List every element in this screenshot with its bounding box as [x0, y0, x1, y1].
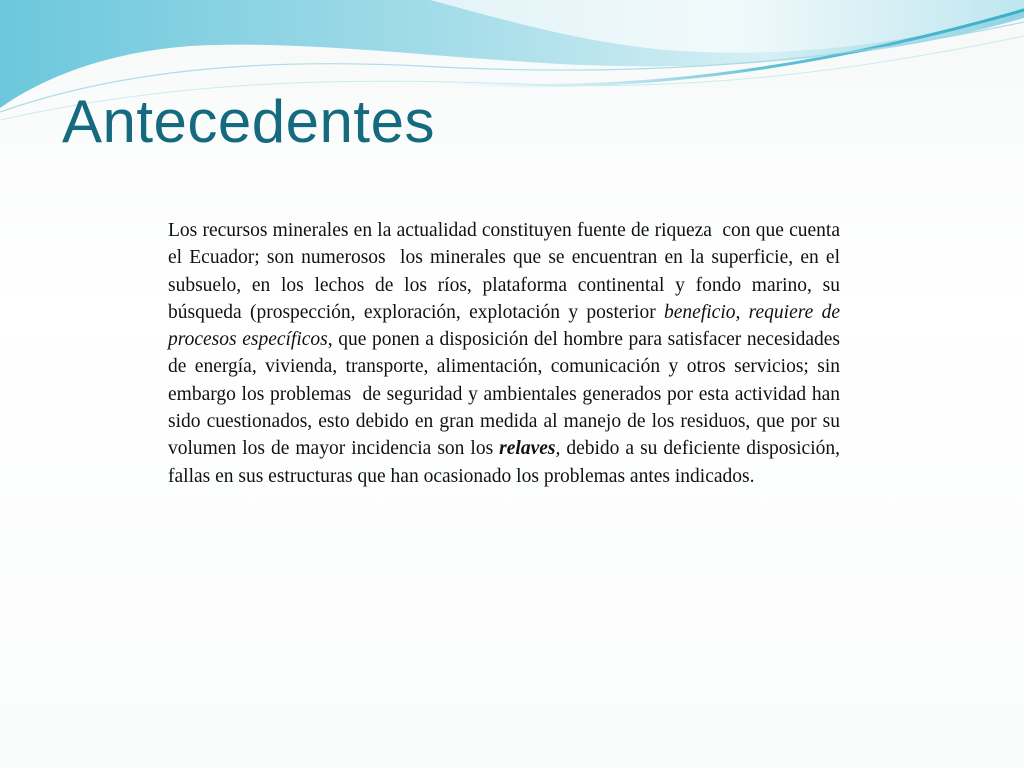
slide-title: Antecedentes [62, 88, 435, 155]
body-paragraph [168, 217, 845, 490]
body-text-part1: Los recursos minerales en la actualidad constituyen fuente de riqueza con que cuenta el Ecuador; son numerosos los minerales que se encuentran en la superficie, en el subsuelo, en los lechos de los ríos, plataforma continental y fondo marino, su búsqueda (prospección, exploración, explotación y posterior [168, 220, 845, 323]
body-text-part3: debido a su deficiente disposición, fallas en sus estructuras que han ocasionado los problemas antes indicados. [168, 438, 845, 487]
body-text-bold-relaves: relaves [499, 438, 556, 460]
body-text-part2: , que ponen a disposición del hombre para satisfacer necesidades de energía, vivienda, transporte, alimentación, comunicación y otros servicios; sin embargo los problemas de seguridad y ambientales generados por esta actividad han sido cuestionados, esto debido en gran medida al manejo de los residuos, que por su volumen los de mayor incidencia son los [168, 329, 845, 460]
body-text-italic-comma: , [555, 438, 561, 460]
body-text-italic-beneficio: beneficio, requiere de procesos específicos [168, 301, 845, 351]
